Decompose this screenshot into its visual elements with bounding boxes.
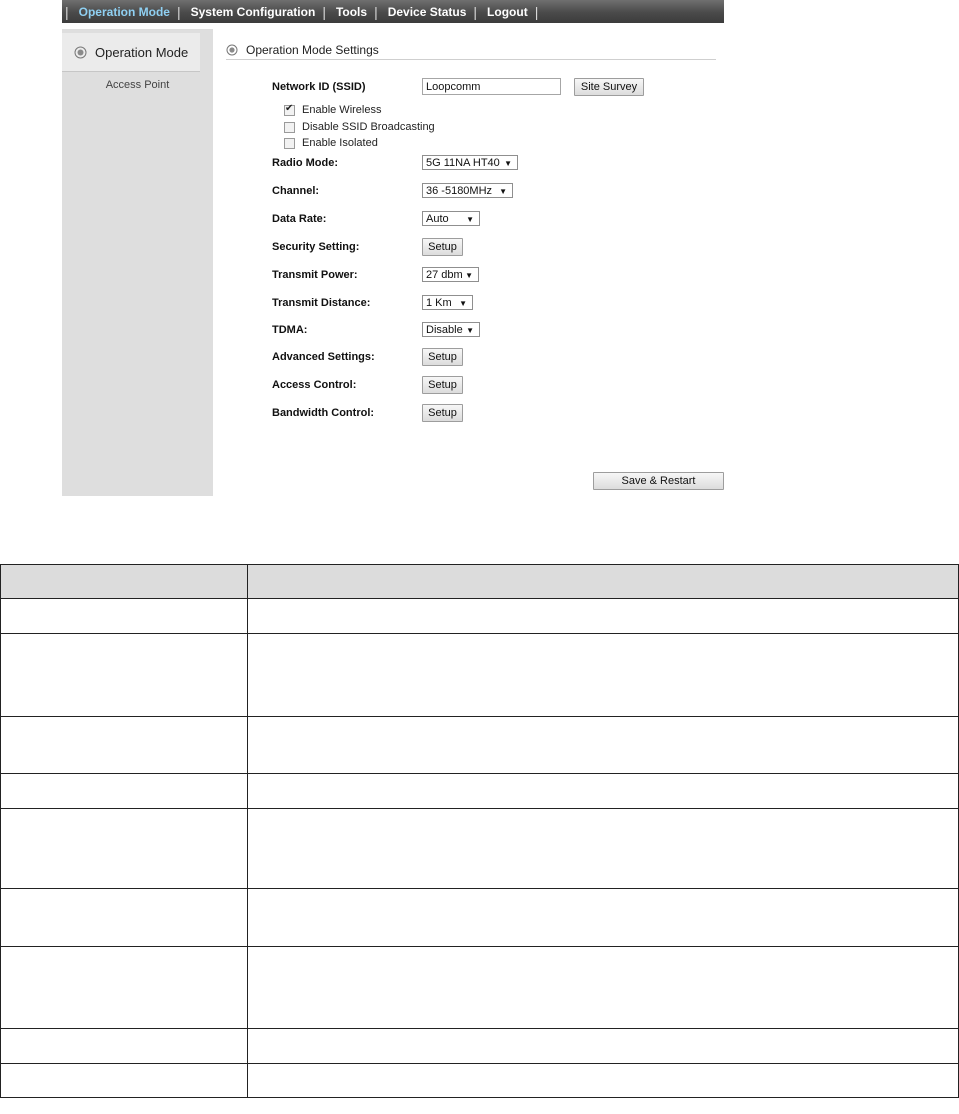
save-restart-button[interactable]: Save & Restart xyxy=(593,472,724,490)
transmit-distance-label: Transmit Distance: xyxy=(272,297,371,309)
access-control-setup-button[interactable]: Setup xyxy=(422,376,463,394)
site-survey-button[interactable]: Site Survey xyxy=(574,78,644,96)
nav-separator: | xyxy=(322,3,326,20)
disable-ssid-broadcast-row xyxy=(284,121,435,133)
bandwidth-control-label: Bandwidth Control: xyxy=(272,407,375,419)
radio-mode-value: 5G 11NA HT40 xyxy=(426,156,500,169)
ssid-input[interactable]: Loopcomm xyxy=(422,78,561,95)
channel-select[interactable] xyxy=(422,183,513,198)
table-row xyxy=(1,717,959,774)
table-header-row xyxy=(1,565,959,599)
enable-wireless-label: Enable Wireless xyxy=(302,104,382,116)
radio-target-icon xyxy=(226,44,238,56)
table-cell xyxy=(248,599,959,634)
tdma-select[interactable] xyxy=(422,322,480,337)
table-row xyxy=(1,889,959,947)
table-cell xyxy=(248,717,959,774)
section-title: Operation Mode Settings xyxy=(246,42,379,57)
enable-isolated-checkbox[interactable] xyxy=(284,138,295,149)
disable-ssid-broadcast-checkbox[interactable] xyxy=(284,122,295,133)
radio-mode-label: Radio Mode: xyxy=(272,157,338,169)
nav-system-configuration[interactable]: System Configuration xyxy=(190,4,316,19)
tdma-value: Disable xyxy=(426,323,463,336)
table-header-cell xyxy=(248,565,959,599)
table-cell xyxy=(1,717,248,774)
data-rate-value: Auto xyxy=(426,212,449,225)
top-nav-bar xyxy=(62,0,724,23)
nav-tools[interactable]: Tools xyxy=(335,4,368,19)
dropdown-arrow-icon: ▼ xyxy=(459,299,467,308)
table-row xyxy=(1,1064,959,1098)
tdma-label: TDMA: xyxy=(272,324,308,336)
radio-mode-select[interactable] xyxy=(422,155,518,170)
nav-separator: | xyxy=(473,3,478,20)
channel-value: 36 -5180MHz xyxy=(426,184,493,197)
advanced-settings-label: Advanced Settings: xyxy=(272,351,375,363)
table-cell xyxy=(1,1029,248,1064)
table-cell xyxy=(1,947,248,1029)
dropdown-arrow-icon: ▼ xyxy=(504,159,512,168)
table-cell xyxy=(1,889,248,947)
radio-target-icon xyxy=(74,46,87,59)
data-rate-select[interactable] xyxy=(422,211,480,226)
enable-wireless-checkbox[interactable] xyxy=(284,105,295,116)
enable-isolated-label: Enable Isolated xyxy=(302,137,378,149)
table-row xyxy=(1,809,959,889)
table-cell xyxy=(1,809,248,889)
dropdown-arrow-icon: ▼ xyxy=(465,271,473,280)
table-cell xyxy=(1,1064,248,1098)
data-rate-label: Data Rate: xyxy=(272,213,327,225)
nav-separator: | xyxy=(65,3,69,20)
section-header xyxy=(226,40,716,60)
dropdown-arrow-icon: ▼ xyxy=(466,326,474,335)
table-cell xyxy=(248,889,959,947)
dropdown-arrow-icon: ▼ xyxy=(499,187,507,196)
nav-logout[interactable]: Logout xyxy=(487,4,528,19)
dropdown-arrow-icon: ▼ xyxy=(466,215,474,224)
transmit-distance-value: 1 Km xyxy=(426,296,452,309)
table-cell xyxy=(248,634,959,717)
ssid-label: Network ID (SSID) xyxy=(272,81,366,93)
nav-operation-mode[interactable]: Operation Mode xyxy=(78,4,170,19)
transmit-power-select[interactable] xyxy=(422,267,479,282)
table-cell xyxy=(248,1064,959,1098)
transmit-distance-select[interactable] xyxy=(422,295,473,310)
table-header-cell xyxy=(1,565,248,599)
table-cell xyxy=(248,809,959,889)
channel-label: Channel: xyxy=(272,185,320,197)
nav-separator: | xyxy=(176,3,181,20)
table-cell xyxy=(248,774,959,809)
table-row xyxy=(1,947,959,1029)
table-cell xyxy=(1,599,248,634)
access-control-label: Access Control: xyxy=(272,379,357,391)
table-cell xyxy=(248,947,959,1029)
nav-separator: | xyxy=(374,3,378,20)
table-row xyxy=(1,1029,959,1064)
nav-device-status[interactable]: Device Status xyxy=(387,4,467,19)
table-cell xyxy=(248,1029,959,1064)
enable-wireless-row xyxy=(284,104,381,116)
sidebar-tab-operation-mode[interactable] xyxy=(62,33,200,72)
transmit-power-label: Transmit Power: xyxy=(272,269,358,281)
sidebar-item-access-point[interactable]: Access Point xyxy=(105,79,170,91)
security-setting-label: Security Setting: xyxy=(272,241,360,253)
security-setup-button[interactable]: Setup xyxy=(422,238,463,256)
sidebar xyxy=(62,29,213,496)
description-table xyxy=(0,564,959,1098)
nav-separator: | xyxy=(534,3,539,20)
transmit-power-value: 27 dbm xyxy=(426,268,463,281)
bandwidth-control-setup-button[interactable]: Setup xyxy=(422,404,463,422)
table-cell xyxy=(1,774,248,809)
sidebar-tab-label: Operation Mode xyxy=(95,44,189,60)
advanced-setup-button[interactable]: Setup xyxy=(422,348,463,366)
disable-ssid-broadcast-label: Disable SSID Broadcasting xyxy=(302,121,435,133)
enable-isolated-row xyxy=(284,137,378,149)
table-cell xyxy=(1,634,248,717)
table-row xyxy=(1,634,959,717)
table-row xyxy=(1,599,959,634)
table-row xyxy=(1,774,959,809)
